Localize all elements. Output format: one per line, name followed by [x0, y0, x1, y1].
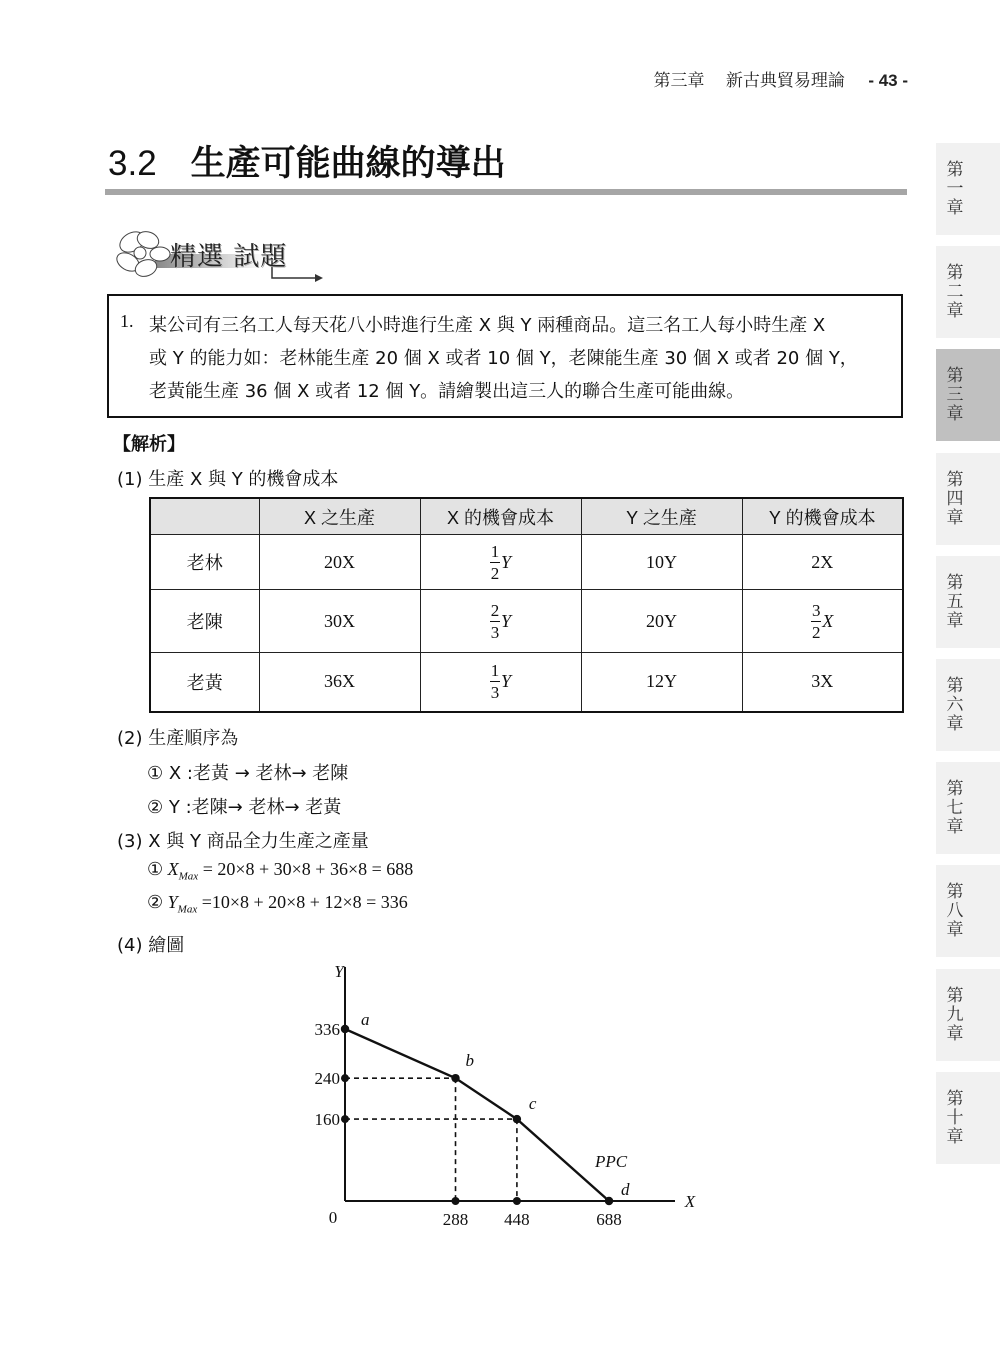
data-point [341, 1025, 349, 1033]
x-tick-label: 448 [504, 1210, 530, 1229]
table-header: X 之生產 [259, 498, 420, 535]
fraction-variable: Y [500, 671, 511, 692]
fraction-numerator: 1 [490, 541, 500, 561]
y-production: 10Y [581, 535, 742, 590]
chapter-tab[interactable] [936, 762, 1000, 854]
table-header: X 的機會成本 [420, 498, 581, 535]
x-max-formula [147, 859, 413, 883]
formula-expression: =10×8 + 20×8 + 12×8 = 336 [201, 892, 408, 912]
formula-subscript: Max [178, 870, 199, 883]
question-line-3: 老黃能生產 36 個 X 或者 12 個 Y。請繪製出這三人的聯合生產可能曲線。 [149, 381, 745, 402]
table-header: Y 之生產 [581, 498, 742, 535]
data-point [513, 1115, 521, 1123]
y-tick-dot [341, 1074, 349, 1082]
chapter-tab-label: 第九章 [946, 985, 964, 1044]
y-production: 12Y [581, 653, 742, 712]
y-tick-label: 240 [314, 1069, 340, 1089]
point-label: a [361, 1010, 370, 1029]
question-line-1: 某公司有三名工人每天花八小時進行生產 X 與 Y 兩種商品。這三名工人每小時生產 X [149, 315, 826, 336]
chapter-tab[interactable] [936, 659, 1000, 751]
fraction-variable: X [822, 610, 834, 631]
data-point [451, 1074, 459, 1082]
chapter-tab[interactable] [936, 143, 1000, 235]
step-2-heading: (2) 生產順序為 [117, 728, 239, 749]
x-opportunity-cost [420, 535, 581, 590]
production-order-y: ② Y :老陳→ 老林→ 老黃 [147, 797, 342, 818]
y-opportunity-cost: 2X [742, 535, 903, 590]
x-opportunity-cost [420, 653, 581, 712]
chapter-tab-label: 第十章 [946, 1088, 964, 1147]
fraction-numerator: 1 [490, 661, 500, 681]
fraction-numerator: 2 [490, 600, 500, 620]
step-3-heading: (3) X 與 Y 商品全力生產之產量 [117, 831, 369, 852]
y-axis-label: Y [334, 962, 344, 981]
fraction-denominator: 2 [490, 563, 500, 583]
chapter-tab[interactable] [936, 349, 1000, 441]
x-tick-label: 288 [442, 1210, 469, 1229]
chapter-tab[interactable] [936, 246, 1000, 338]
opportunity-cost-table [149, 497, 904, 713]
circled-number: ② [147, 892, 164, 912]
point-label: c [528, 1094, 537, 1114]
chapter-tab-label: 第一章 [946, 160, 964, 218]
section-heading: 生產可能曲線的導出 [190, 144, 506, 184]
step-4-heading: (4) 繪圖 [117, 935, 185, 956]
question-line-2: 或 Y 的能力如：老林能生產 20 個 X 或者 10 個 Y，老陳能生產 30 個 X 或者 20 個 Y， [149, 348, 858, 369]
page-number: - 43 - [868, 71, 908, 90]
table-row [150, 535, 903, 590]
chapter-tab-label: 第八章 [946, 882, 964, 941]
production-order-x: ① X :老黃 → 老林→ 老陳 [147, 763, 349, 784]
table-header [150, 498, 259, 535]
worker-name: 老黃 [150, 653, 259, 712]
chapter-tab[interactable] [936, 556, 1000, 648]
header-chapter-title: 新古典貿易理論 [725, 71, 845, 91]
section-title [108, 136, 506, 186]
fraction-variable: Y [500, 610, 511, 631]
y-max-formula [147, 892, 408, 916]
y-opportunity-cost: 3X [742, 653, 903, 712]
answer-label: 【解析】 [113, 434, 185, 455]
chapter-tab-label: 第三章 [946, 366, 964, 425]
table-header-row [150, 498, 903, 535]
y-tick-dot [341, 1115, 349, 1123]
question-number: 1. [120, 311, 134, 331]
featured-questions-badge [110, 220, 325, 288]
formula-variable: X [167, 859, 179, 879]
ppc-label: PPC [595, 1152, 628, 1171]
chapter-tab[interactable] [936, 865, 1000, 957]
formula-subscript: Max [177, 903, 198, 916]
chapter-tab-label: 第四章 [946, 469, 964, 528]
worker-name: 老林 [150, 535, 259, 590]
chapter-tab[interactable] [936, 969, 1000, 1061]
chapter-tab-label: 第六章 [946, 676, 964, 734]
circled-number: ① [147, 859, 164, 879]
question-box [107, 294, 903, 418]
chapter-tab[interactable] [936, 1072, 1000, 1164]
worker-name: 老陳 [150, 590, 259, 653]
table-row [150, 590, 903, 653]
x-production: 36X [259, 653, 420, 712]
chapter-tab[interactable] [936, 453, 1000, 545]
fraction-denominator: 2 [812, 622, 821, 642]
chapter-tab-label: 第二章 [946, 263, 964, 322]
table-row [150, 653, 903, 712]
y-production: 20Y [581, 590, 742, 653]
y-opportunity-cost [742, 590, 903, 653]
step-1-heading: (1) 生產 X 與 Y 的機會成本 [117, 469, 339, 490]
x-production: 30X [259, 590, 420, 653]
header-chapter: 第三章 [653, 71, 705, 91]
x-tick-dot [513, 1197, 521, 1205]
chapter-tab-label: 第七章 [946, 779, 964, 838]
origin-label: 0 [328, 1208, 338, 1227]
point-label: b [465, 1051, 475, 1071]
title-rule [105, 189, 907, 195]
point-label: d [621, 1180, 630, 1199]
formula-expression: = 20×8 + 30×8 + 36×8 = 688 [202, 859, 414, 879]
x-opportunity-cost [420, 590, 581, 653]
badge-label: 精選 試題 [170, 242, 288, 272]
ppc-chart [290, 955, 710, 1240]
x-production: 20X [259, 535, 420, 590]
data-point [605, 1197, 613, 1205]
x-tick-dot [452, 1197, 460, 1205]
running-header [654, 66, 909, 91]
y-tick-label: 336 [314, 1020, 340, 1039]
section-number: 3.2 [108, 144, 157, 183]
x-tick-label: 688 [596, 1210, 622, 1229]
table-header: Y 的機會成本 [742, 498, 903, 535]
ppc-line [345, 1029, 609, 1201]
fraction-numerator: 3 [812, 600, 821, 620]
fraction-variable: Y [500, 551, 511, 572]
x-axis-label: X [684, 1192, 696, 1211]
chapter-tab-label: 第五章 [946, 572, 964, 631]
y-tick-label: 160 [314, 1110, 340, 1130]
fraction-denominator: 3 [490, 683, 500, 703]
formula-variable: Y [167, 892, 178, 912]
fraction-denominator: 3 [490, 622, 500, 642]
